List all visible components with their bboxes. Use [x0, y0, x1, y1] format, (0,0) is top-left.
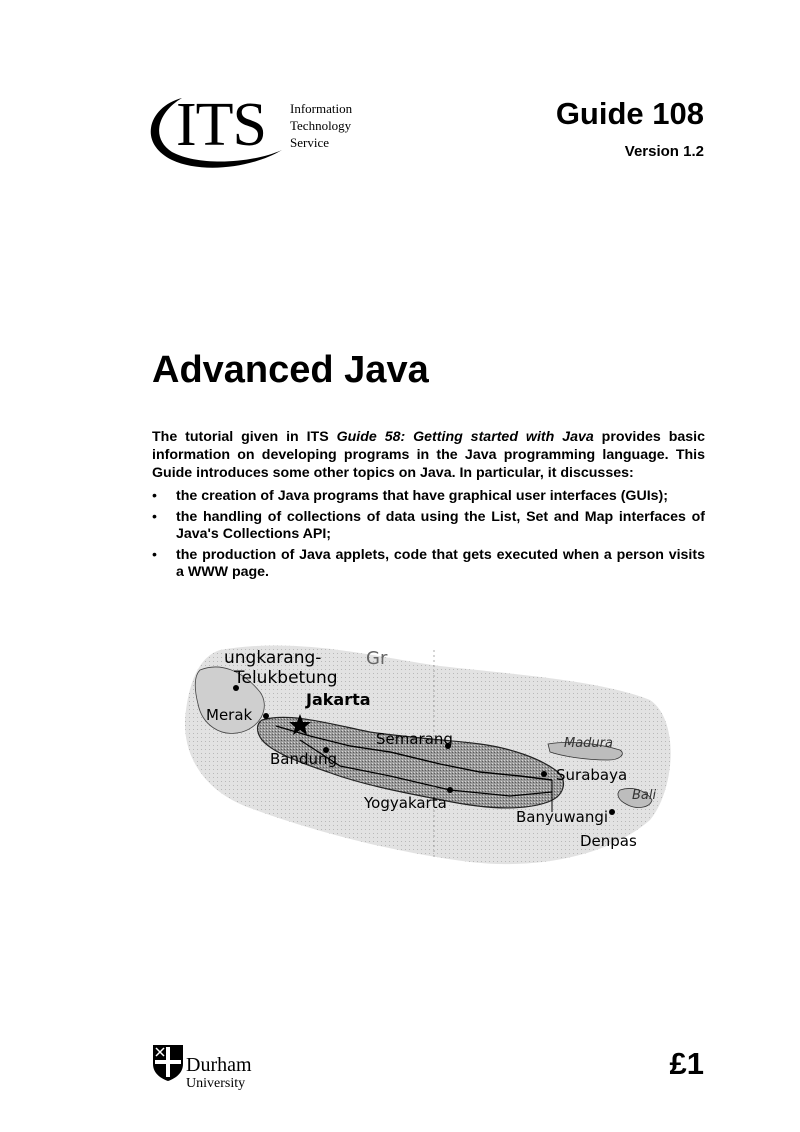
java-map	[180, 640, 675, 870]
its-logo	[142, 92, 382, 172]
map-label-telukbetung: Telukbetung	[234, 668, 338, 688]
price: £1	[669, 1046, 704, 1081]
page-title: Advanced Java	[152, 349, 429, 391]
its-word-information: Information	[290, 101, 353, 116]
map-label-jakarta: Jakarta	[306, 690, 371, 709]
its-logo-words	[290, 100, 352, 151]
guide-version: Version 1.2	[624, 143, 704, 160]
map-label-madura: Madura	[564, 736, 613, 751]
bullet-icon: •	[152, 547, 157, 563]
map-label-bali: Bali	[632, 788, 657, 803]
bullet-icon: •	[152, 509, 157, 525]
guide-number: Guide 108	[555, 96, 704, 131]
map-label-denpasar: Denpas	[580, 832, 637, 850]
map-label-yogyakarta: Yogyakarta	[364, 794, 447, 812]
durham-shield-icon	[152, 1044, 184, 1082]
list-item	[152, 488, 705, 505]
map-label-merak: Merak	[206, 706, 253, 724]
list-item-text: the handling of collections of data using the List, Set and Map interfaces of Java's Collections API;	[176, 509, 705, 542]
bullet-icon: •	[152, 488, 157, 504]
its-word-service: Service	[290, 135, 329, 150]
list-item	[152, 547, 705, 581]
list-item-text: the creation of Java programs that have graphical user interfaces (GUIs);	[176, 488, 668, 504]
map-label-banyuwangi: Banyuwangi	[516, 808, 609, 826]
map-label-surabaya: Surabaya	[556, 766, 628, 784]
intro-guide-reference: Guide 58: Getting started with Java	[336, 429, 594, 445]
map-label-semarang: Semarang	[376, 730, 453, 748]
map-label-gr: Gr	[366, 648, 388, 669]
list-item-text: the production of Java applets, code that gets executed when a person visits a WWW page.	[176, 547, 705, 580]
map-label-tanjungkarang: ungkarang-	[224, 648, 322, 668]
durham-university-logo	[152, 1044, 292, 1096]
list-item	[152, 509, 705, 543]
topic-list	[152, 488, 705, 585]
intro-after: provides basic information on developing programs in the Java programming language. This Guide introduces some other topics on Java. In particular, it discusses:	[152, 429, 705, 481]
its-word-technology: Technology	[290, 118, 352, 133]
its-logo-letters: ITS	[176, 91, 266, 159]
map-label-bandung: Bandung	[270, 750, 338, 768]
durham-name: Durham	[186, 1054, 252, 1076]
intro-before: The tutorial given in ITS	[152, 429, 337, 445]
intro-paragraph	[152, 428, 705, 482]
durham-university-word: University	[186, 1076, 246, 1091]
